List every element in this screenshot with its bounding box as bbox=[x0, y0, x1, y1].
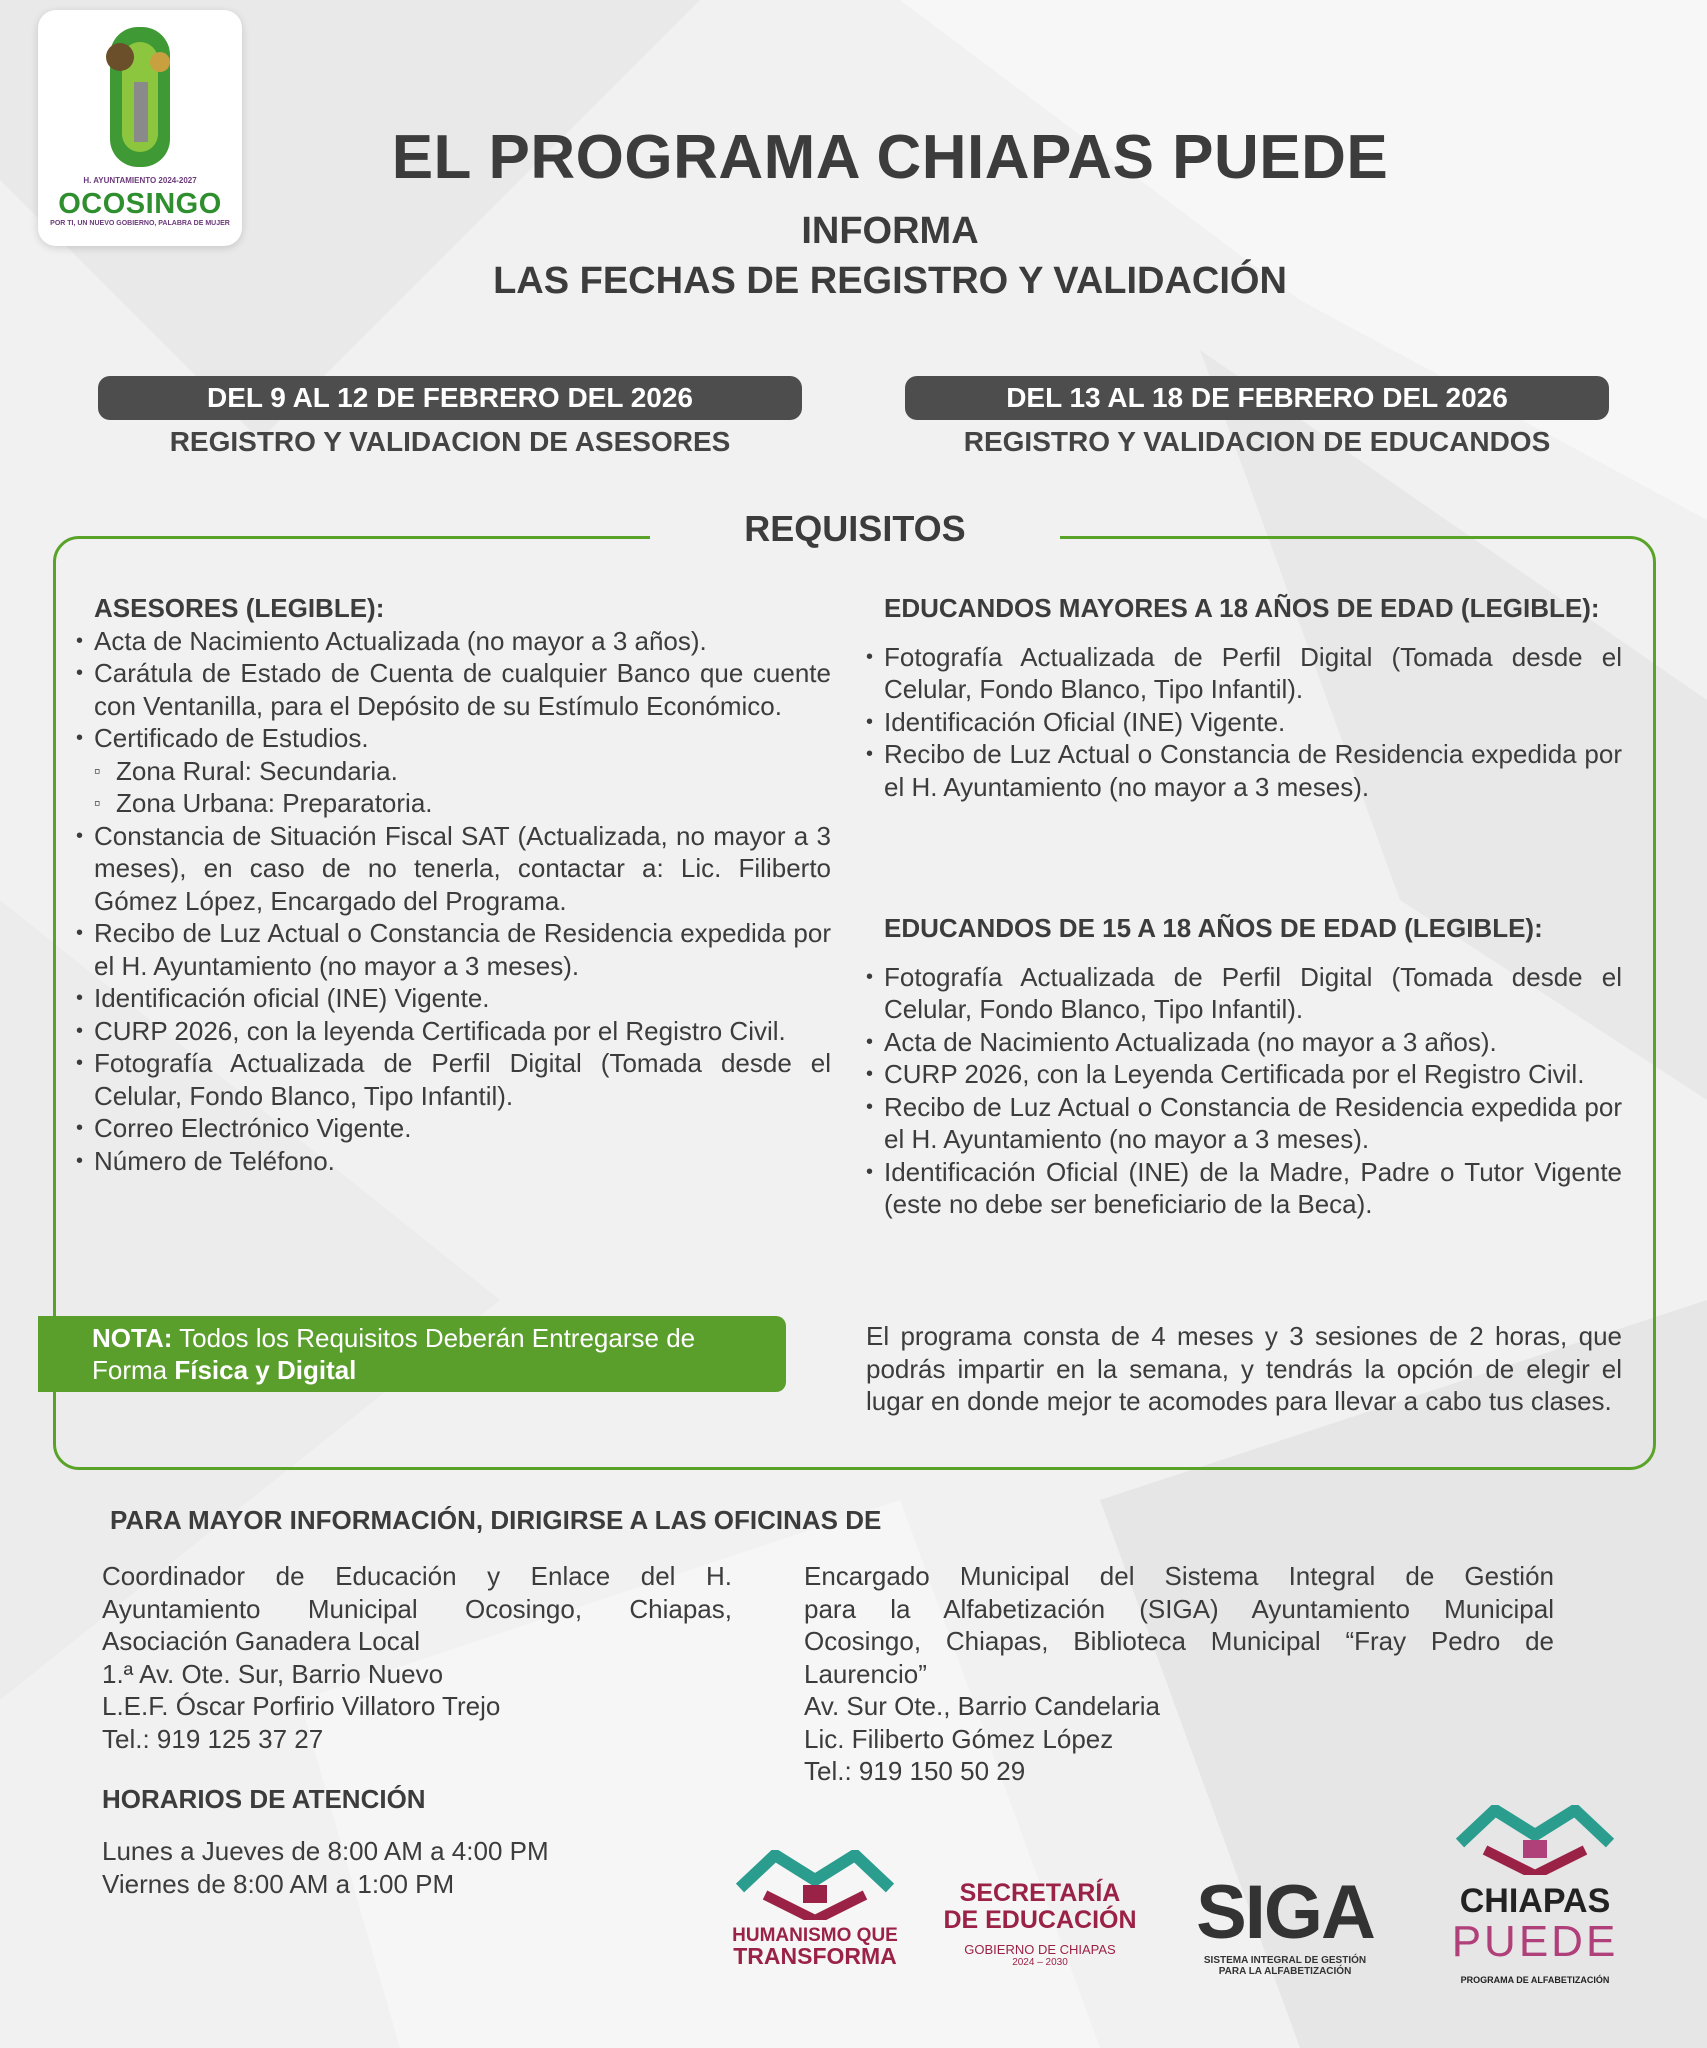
list-item: • Acta de Nacimiento Actualizada (no mayor a 3 años). bbox=[76, 625, 831, 658]
office-right-line: Av. Sur Ote., Barrio Candelaria bbox=[804, 1691, 1160, 1721]
office-left-line: Tel.: 919 125 37 27 bbox=[102, 1723, 324, 1754]
date-label-educandos: REGISTRO Y VALIDACION DE EDUCANDOS bbox=[963, 426, 1551, 457]
humanismo-emblem-icon bbox=[735, 1850, 895, 1920]
page-title: EL PROGRAMA CHIAPAS PUEDE bbox=[391, 123, 1389, 192]
list-item: • CURP 2026, con la leyenda Certificada por el Registro Civil. bbox=[76, 1015, 831, 1048]
list-item: • Número de Teléfono. bbox=[76, 1145, 831, 1178]
list-subitem: ▫ Zona Urbana: Preparatoria. bbox=[76, 787, 831, 820]
humanismo-logo bbox=[720, 1850, 910, 1970]
puede-word: PUEDE bbox=[1451, 1917, 1619, 1966]
siga-line: PARA LA ALFABETIZACIÓN bbox=[1218, 1966, 1352, 1977]
nota-text: Todos los Requisitos Deberán Entregarse de Forma bbox=[92, 1323, 696, 1385]
humanismo-line: TRANSFORMA bbox=[733, 1943, 897, 1969]
date-label-asesores: REGISTRO Y VALIDACION DE ASESORES bbox=[169, 426, 731, 457]
office-right-line: Encargado Municipal del Sistema Integral de Gestión bbox=[804, 1561, 1554, 1591]
ocosingo-emblem-icon bbox=[90, 22, 190, 172]
nota-label: NOTA: bbox=[92, 1323, 173, 1353]
asesores-list bbox=[76, 625, 831, 1178]
educandos-menores-section bbox=[866, 912, 1622, 1221]
office-left bbox=[102, 1560, 732, 1755]
office-right-line: Lic. Filiberto Gómez López bbox=[804, 1723, 1114, 1754]
list-item: • Fotografía Actualizada de Perfil Digital (Tomada desde el Celular, Fondo Blanco, Tipo Infantil). bbox=[76, 1047, 831, 1112]
nota-bold: Física y Digital bbox=[174, 1355, 357, 1385]
logo-slogan: POR TI, UN NUEVO GOBIERNO, PALABRA DE MUJER bbox=[50, 220, 230, 227]
horarios-lines bbox=[102, 1835, 549, 1900]
info-heading: PARA MAYOR INFORMACIÓN, DIRIGIRSE A LAS OFICINAS DE bbox=[110, 1505, 882, 1535]
list-subitem: ▫ Zona Rural: Secundaria. bbox=[76, 755, 831, 788]
list-item: • CURP 2026, con la Leyenda Certificada por el Registro Civil. bbox=[866, 1058, 1622, 1091]
mayores-heading: EDUCANDOS MAYORES A 18 AÑOS DE EDAD (LEGIBLE): bbox=[884, 593, 1600, 623]
list-item: • Identificación Oficial (INE) Vigente. bbox=[866, 706, 1622, 739]
secretaria-line: GOBIERNO DE CHIAPAS bbox=[964, 1942, 1116, 1957]
list-item: • Identificación Oficial (INE) de la Madre, Padre o Tutor Vigente (este no debe ser beneficiario de la Beca). bbox=[866, 1156, 1622, 1221]
horarios-heading: HORARIOS DE ATENCIÓN bbox=[102, 1784, 426, 1814]
list-item: • Identificación oficial (INE) Vigente. bbox=[76, 982, 831, 1015]
date-range-educandos: DEL 13 AL 18 DE FEBRERO DEL 2026 bbox=[905, 376, 1609, 420]
menores-list bbox=[866, 961, 1622, 1221]
humanismo-line: HUMANISMO QUE bbox=[732, 1925, 898, 1946]
menores-heading: EDUCANDOS DE 15 A 18 AÑOS DE EDAD (LEGIBLE): bbox=[884, 913, 1543, 943]
list-item: • Fotografía Actualizada de Perfil Digital (Tomada desde el Celular, Fondo Blanco, Tipo Infantil). bbox=[866, 641, 1622, 706]
horario-line: Viernes de 8:00 AM a 1:00 PM bbox=[102, 1868, 455, 1899]
nota-banner bbox=[38, 1316, 786, 1392]
office-left-line: L.E.F. Óscar Porfirio Villatoro Trejo bbox=[102, 1691, 501, 1721]
asesores-heading: ASESORES (LEGIBLE): bbox=[94, 593, 385, 623]
office-left-line: Asociación Ganadera Local bbox=[102, 1626, 420, 1656]
chiapas-puede-line: PROGRAMA DE ALFABETIZACIÓN bbox=[1460, 1975, 1610, 1985]
chiapas-puede-logo bbox=[1430, 1805, 1640, 1990]
list-item: • Recibo de Luz Actual o Constancia de Residencia expedida por el H. Ayuntamiento (no mayor a 3 meses). bbox=[76, 917, 831, 982]
list-item: • Recibo de Luz Actual o Constancia de Residencia expedida por el H. Ayuntamiento (no mayor a 3 meses). bbox=[866, 1091, 1622, 1156]
office-left-line: Ayuntamiento Municipal Ocosingo, Chiapas, bbox=[102, 1593, 732, 1624]
date-range-asesores: DEL 9 AL 12 DE FEBRERO DEL 2026 bbox=[98, 376, 802, 420]
office-left-line: 1.ª Av. Ote. Sur, Barrio Nuevo bbox=[102, 1658, 444, 1689]
logo-town: OCOSINGO bbox=[58, 188, 222, 220]
list-item: • Fotografía Actualizada de Perfil Digital (Tomada desde el Celular, Fondo Blanco, Tipo Infantil). bbox=[866, 961, 1622, 1026]
list-item: • Constancia de Situación Fiscal SAT (Actualizada, no mayor a 3 meses), en caso de no tenerla, contactar a: Lic. Filiberto Gómez López, Encargado del Programa. bbox=[76, 820, 831, 918]
secretaria-logo bbox=[930, 1880, 1150, 1980]
siga-line: SISTEMA INTEGRAL DE GESTIÓN bbox=[1203, 1955, 1367, 1966]
mayores-list bbox=[866, 641, 1622, 804]
secretaria-line: 2024 – 2030 bbox=[1012, 1957, 1068, 1968]
programa-description: El programa consta de 4 meses y 3 sesiones de 2 horas, que podrás impartir en la semana, y tendrás la opción de elegir el lugar en donde mejor te acomodes para llevar a cabo tus clases. bbox=[866, 1321, 1622, 1416]
office-right bbox=[804, 1560, 1554, 1788]
office-right-line: Laurencio” bbox=[804, 1658, 927, 1689]
siga-wordmark: SIGA bbox=[1196, 1870, 1374, 1955]
office-right-line: para la Alfabetización (SIGA) Ayuntamiento Municipal bbox=[804, 1593, 1554, 1624]
asesores-section bbox=[76, 592, 831, 1177]
list-item: • Recibo de Luz Actual o Constancia de Residencia expedida por el H. Ayuntamiento (no mayor a 3 meses). bbox=[866, 738, 1622, 803]
requisitos-title: REQUISITOS bbox=[650, 508, 1060, 550]
office-right-line: Ocosingo, Chiapas, Biblioteca Municipal “Fray Pedro de bbox=[804, 1626, 1554, 1656]
logo-ayuntamiento: H. AYUNTAMIENTO 2024-2027 bbox=[83, 176, 197, 185]
educandos-mayores-section bbox=[866, 592, 1622, 803]
list-item: • Certificado de Estudios. bbox=[76, 722, 831, 755]
list-item: • Acta de Nacimiento Actualizada (no mayor a 3 años). bbox=[866, 1026, 1622, 1059]
list-item: • Correo Electrónico Vigente. bbox=[76, 1112, 831, 1145]
office-left-line: Coordinador de Educación y Enlace del H. bbox=[102, 1561, 732, 1591]
chiapas-word: CHIAPAS bbox=[1459, 1882, 1611, 1920]
page-subtitle-fechas: LAS FECHAS DE REGISTRO Y VALIDACIÓN bbox=[493, 260, 1287, 302]
secretaria-line: DE EDUCACIÓN bbox=[943, 1906, 1137, 1934]
office-right-line: Tel.: 919 150 50 29 bbox=[804, 1756, 1026, 1786]
chiapas-puede-emblem-icon bbox=[1455, 1805, 1615, 1875]
siga-logo bbox=[1180, 1870, 1390, 1977]
list-item: • Carátula de Estado de Cuenta de cualquier Banco que cuente con Ventanilla, para el Depósito de su Estímulo Económico. bbox=[76, 657, 831, 722]
page-subtitle-informa: INFORMA bbox=[801, 210, 979, 252]
secretaria-line: SECRETARÍA bbox=[959, 1879, 1121, 1907]
horario-line: Lunes a Jueves de 8:00 AM a 4:00 PM bbox=[102, 1836, 549, 1866]
